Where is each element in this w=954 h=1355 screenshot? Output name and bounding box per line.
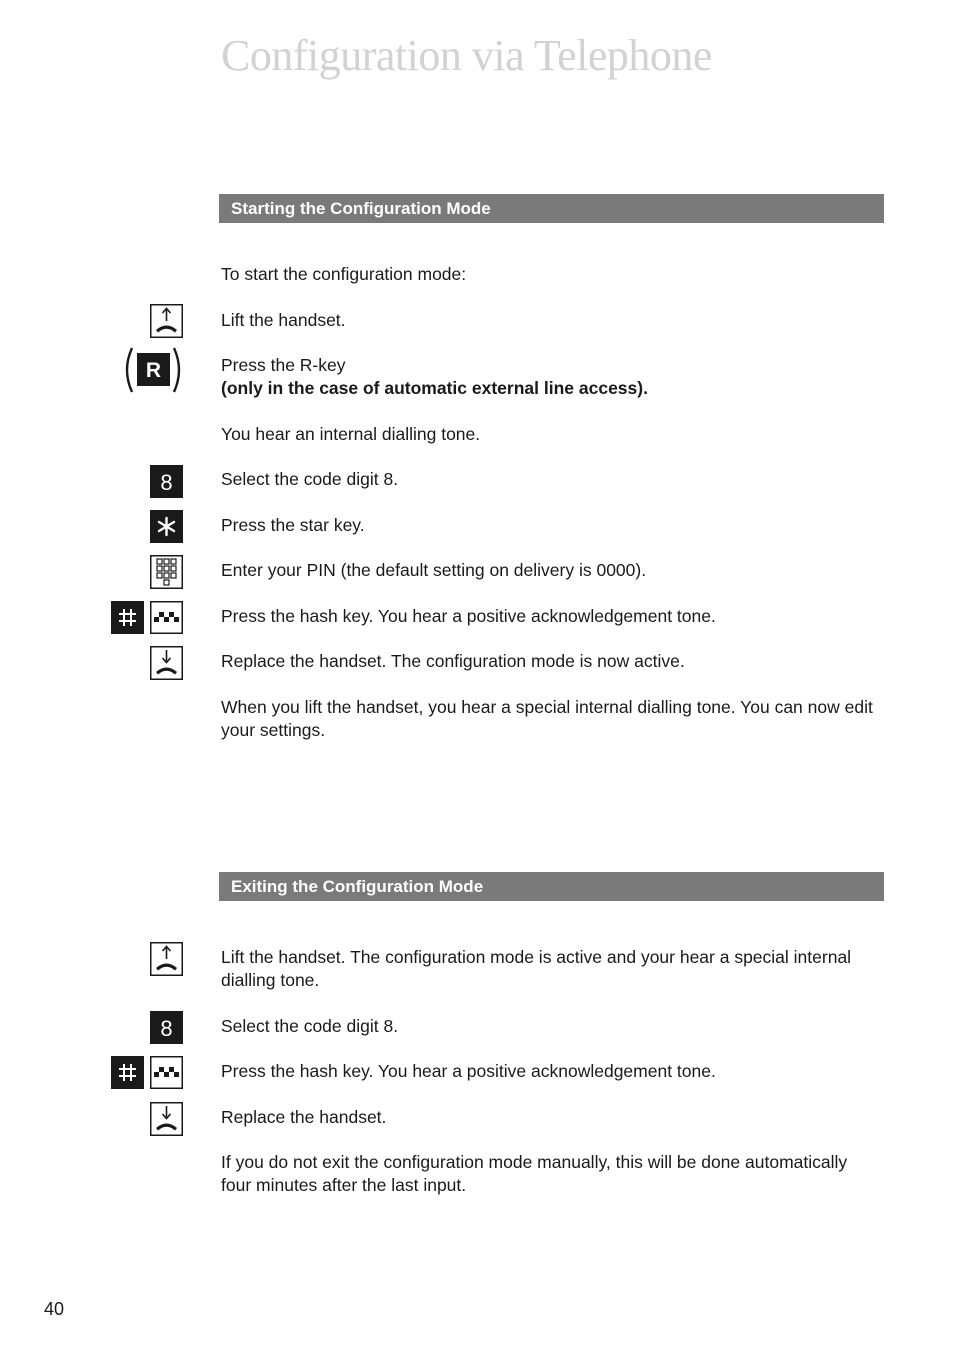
step-press-r-key xyxy=(221,354,881,400)
digit-8-icon xyxy=(150,465,183,498)
exit-auto-timeout-note: If you do not exit the configuration mode manually, this will be done automatically four minutes after the last input. xyxy=(221,1152,848,1195)
digit-8-icon xyxy=(150,1011,183,1044)
exit-step-lift-handset: Lift the handset. The configuration mode is active and your hear a special internal dialling tone. xyxy=(221,947,852,990)
hash-key-icon xyxy=(111,1056,183,1089)
step-lift-handset: Lift the handset. xyxy=(221,310,346,330)
page-number: 40 xyxy=(44,1299,65,1319)
hash-key-icon xyxy=(111,601,183,634)
step-press-star: Press the star key. xyxy=(221,515,365,535)
exit-step-press-hash: Press the hash key. You hear a positive acknowledgement tone. xyxy=(221,1061,716,1081)
replace-handset-icon xyxy=(150,1102,183,1136)
digit-8-label: 8 xyxy=(160,470,173,495)
digit-8-label: 8 xyxy=(160,1016,173,1041)
step-edit-settings-note: When you lift the handset, you hear a special internal dialling tone. You can now edit your settings. xyxy=(221,697,873,740)
step-press-r-key-note: (only in the case of automatic external line access). xyxy=(221,378,648,398)
star-key-icon xyxy=(150,510,183,543)
exit-step-replace-handset: Replace the handset. xyxy=(221,1107,387,1127)
lift-handset-icon xyxy=(150,942,183,976)
step-enter-pin: Enter your PIN (the default setting on delivery is 0000). xyxy=(221,560,647,580)
step-press-hash: Press the hash key. You hear a positive acknowledgement tone. xyxy=(221,606,716,626)
step-press-r-key-text: Press the R-key xyxy=(221,355,346,375)
section-header-exit: Exiting the Configuration Mode xyxy=(219,872,884,901)
r-key-icon xyxy=(121,346,185,394)
page-title: Configuration via Telephone xyxy=(221,31,712,80)
lift-handset-icon xyxy=(150,304,183,338)
intro-text: To start the configuration mode: xyxy=(221,264,467,284)
r-key-label: R xyxy=(145,359,162,382)
replace-handset-icon xyxy=(150,646,183,680)
step-select-digit-8: Select the code digit 8. xyxy=(221,469,399,489)
section-header-start: Starting the Configuration Mode xyxy=(219,194,884,223)
exit-step-select-digit-8: Select the code digit 8. xyxy=(221,1016,399,1036)
step-internal-tone: You hear an internal dialling tone. xyxy=(221,424,481,444)
keypad-icon xyxy=(150,555,183,589)
step-replace-handset: Replace the handset. The configuration mode is now active. xyxy=(221,651,685,671)
